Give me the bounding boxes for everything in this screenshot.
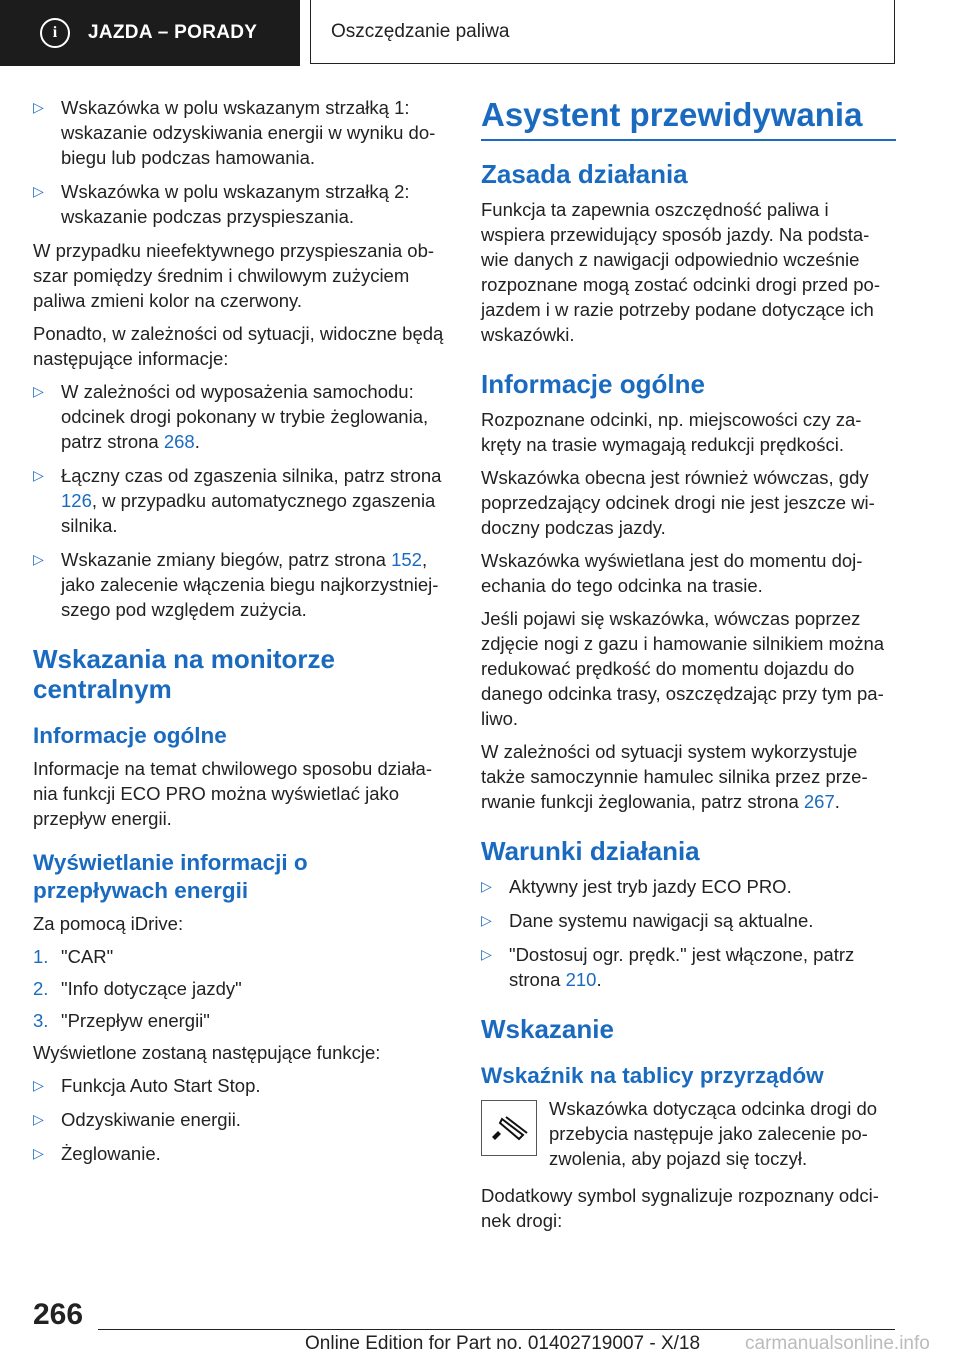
topic-label: Oszczędzanie paliwa (331, 20, 510, 42)
subsection-heading: Informacje ogólne (33, 723, 227, 748)
section-heading: Wskazanie (481, 1014, 614, 1044)
edition-note: Online Edition for Part no. 01402719007 - X/18 (305, 1333, 701, 1354)
list-item: ▷ W zależności od wyposażenia samochodu: odcinek drogi pokonany w trybie żeglowania, patrz strona 268. (33, 379, 448, 454)
list-item: ▷ Wskazanie zmiany biegów, patrz strona 152, jako zalecenie włączenia biegu najkorzystniej‐szego pod względem zużycia. (33, 547, 448, 622)
section-label: JAZDA – PORADY (88, 22, 258, 43)
coasting-foot-icon (481, 1100, 537, 1156)
right-column (481, 95, 896, 1241)
paragraph: Wskazówka wyświetlana jest do momentu doj‐echania do tego odcinka na trasie. (481, 550, 863, 596)
page-link[interactable]: 268 (163, 431, 195, 452)
list-item: ▷ Odzyskiwanie energii. (33, 1107, 448, 1132)
watermark: carmanualsonline.info (745, 1333, 930, 1354)
info-icon: i (40, 18, 70, 48)
list-item: ▷ Wskazówka w polu wskazanym strzałką 2: wskazanie podczas przyspieszania. (33, 179, 448, 229)
subsection-heading: Wskaźnik na tablicy przyrządów (481, 1063, 824, 1088)
step-item: 1. "CAR" (33, 946, 114, 967)
page-link[interactable]: 267 (803, 791, 835, 812)
paragraph: W przypadku nieefektywnego przyspieszania ob‐szar pomiędzy średnim i chwilowym zużyciem paliwa zmieni kolor na czerwony. (33, 240, 435, 311)
indicator-block (481, 1096, 896, 1171)
list-item: ▷ Łączny czas od zgaszenia silnika, patrz strona 126, w przypadku automatycznego zgaszenia silnika. (33, 463, 448, 538)
left-column (33, 95, 448, 1175)
list-item: ▷ Funkcja Auto Start Stop. (33, 1073, 448, 1098)
paragraph: Za pomocą iDrive: (33, 913, 184, 934)
paragraph: Jeśli pojawi się wskazówka, wówczas poprzez zdjęcie nogi z gazu i hamowanie silnikiem można redukować prędkość do momentu dojazdu do danego odcinka trasy, oszczędzając przy tym pa‐liwo. (481, 608, 885, 729)
subsection-heading: Wyświetlanie informacji o przepływach energii (33, 850, 308, 903)
paragraph: Funkcja ta zapewnia oszczędność paliwa i wspiera przewidujący sposób jazdy. Na podsta‐wie danych z nawigacji odpowiednio wcześnie rozpoznane mogą zostać odcinki drogi przed po‐jazdem i w razie potrzeby podane dotyczące ich wskazówki. (481, 199, 881, 345)
paragraph: Ponadto, w zależności od sytuacji, widoczne będą następujące informacje: (33, 323, 444, 369)
page-title: Asystent przewidywania (481, 95, 896, 141)
list-item: ▷ "Dostosuj ogr. prędk." jest włączone, patrz strona 210. (481, 942, 896, 992)
page-link[interactable]: 126 (61, 490, 92, 511)
paragraph: W zależności od sytuacji system wykorzystuje także samoczynnie hamulec silnika przez prze‐rwanie funkcji żeglowania, patrz strona 267. (481, 741, 868, 812)
step-item: 2. "Info dotyczące jazdy" (33, 978, 242, 999)
list-item: ▷ Żeglowanie. (33, 1141, 448, 1166)
section-heading: Zasada działania (481, 159, 688, 189)
step-item: 3. "Przepływ energii" (33, 1010, 210, 1031)
indicator-text: Wskazówka dotycząca odcinka drogi do przebycia następuje jako zalecenie po‐zwolenia, aby pojazd się toczył. (549, 1098, 878, 1169)
paragraph: Dodatkowy symbol sygnalizuje rozpoznany odci‐nek drogi: (481, 1185, 879, 1231)
section-heading: Wskazania na monitorze centralnym (33, 644, 335, 704)
topic-tab (310, 0, 895, 64)
list-item: ▷ Dane systemu nawigacji są aktualne. (481, 908, 896, 933)
section-heading: Informacje ogólne (481, 369, 705, 399)
paragraph: Wskazówka obecna jest również wówczas, gdy poprzedzający odcinek drogi nie jest jeszcze wi‐doczny podczas jazdy. (481, 467, 875, 538)
paragraph: Wyświetlone zostaną następujące funkcje: (33, 1042, 381, 1063)
footer-divider (98, 1329, 895, 1330)
page-header (0, 0, 960, 66)
page-link[interactable]: 210 (565, 969, 597, 990)
list-item: ▷ Wskazówka w polu wskazanym strzałką 1: wskazanie odzyskiwania energii w wyniku do‐biegu lub podczas hamowania. (33, 95, 448, 170)
section-heading: Warunki działania (481, 836, 700, 866)
page-link[interactable]: 152 (391, 549, 422, 570)
paragraph: Informacje na temat chwilowego sposobu działa‐nia funkcji ECO PRO można wyświetlać jako przepływ energii. (33, 758, 432, 829)
page-number: 266 (33, 1298, 84, 1331)
list-item: ▷ Aktywny jest tryb jazdy ECO PRO. (481, 874, 896, 899)
section-tab (0, 0, 300, 66)
paragraph: Rozpoznane odcinki, np. miejscowości czy za‐kręty na trasie wymagają redukcji prędkości. (481, 409, 862, 455)
